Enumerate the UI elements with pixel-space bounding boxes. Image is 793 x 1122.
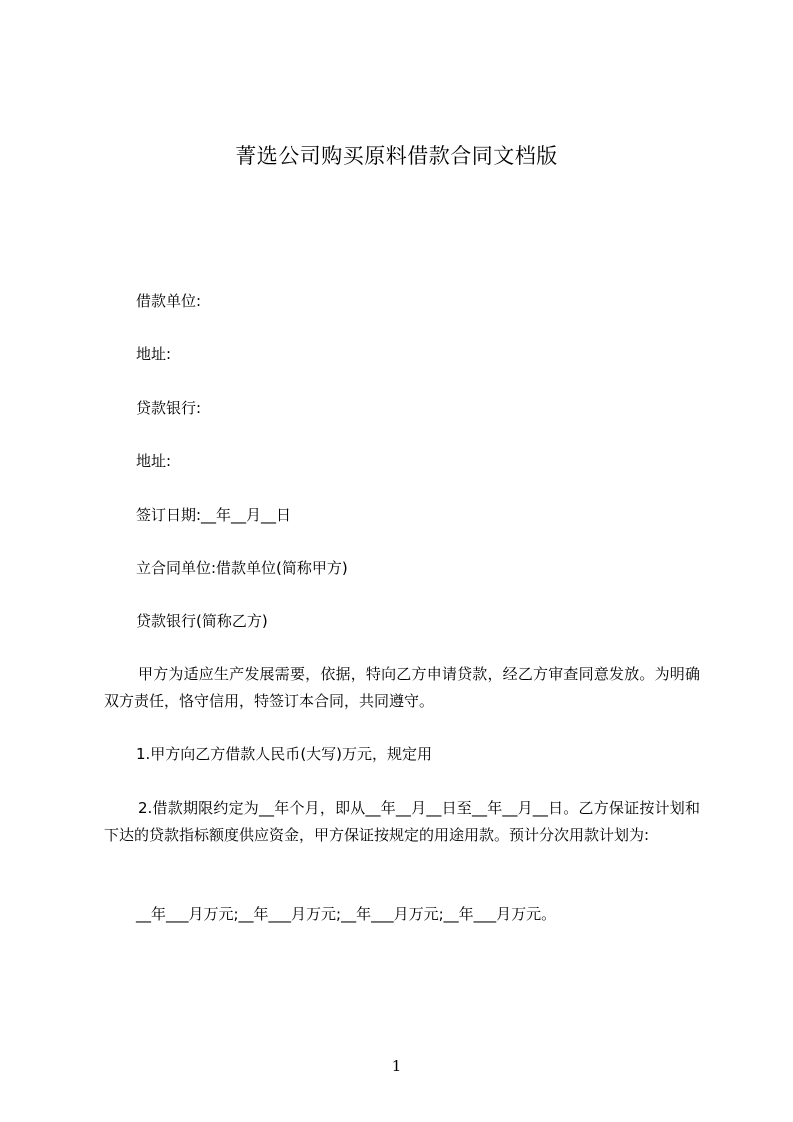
clause-1: 1.甲方向乙方借款人民币(大写)万元，规定用 — [136, 745, 433, 763]
borrower-field: 借款单位: — [136, 292, 202, 310]
party-a-line: 立合同单位:借款单位(简称甲方) — [136, 559, 348, 577]
payment-schedule: __年___月万元;__年___月万元;__年___月万元;__年___月万元。 — [136, 905, 557, 923]
party-b-line: 贷款银行(简称乙方) — [136, 612, 268, 630]
clause-2: 2.借款期限约定为__年个月，即从__年__月__日至__年__月__日。乙方保证按计划和下达的贷款指标额度供应资金，甲方保证按规定的用途用款。预计分次用款计划为: — [104, 799, 700, 844]
sign-date-field: 签订日期:__年__月__日 — [136, 506, 292, 524]
borrower-address-field: 地址: — [136, 345, 172, 363]
lender-field: 贷款银行: — [136, 399, 202, 417]
intro-paragraph: 甲方为适应生产发展需要，依据，特向乙方申请贷款，经乙方审查同意发放。为明确双方责任，恪守信用，特签订本合同，共同遵守。 — [104, 665, 700, 710]
document-title: 菁选公司购买原料借款合同文档版 — [235, 144, 558, 168]
lender-address-field: 地址: — [136, 452, 172, 470]
page-number: 1 — [391, 1057, 402, 1075]
